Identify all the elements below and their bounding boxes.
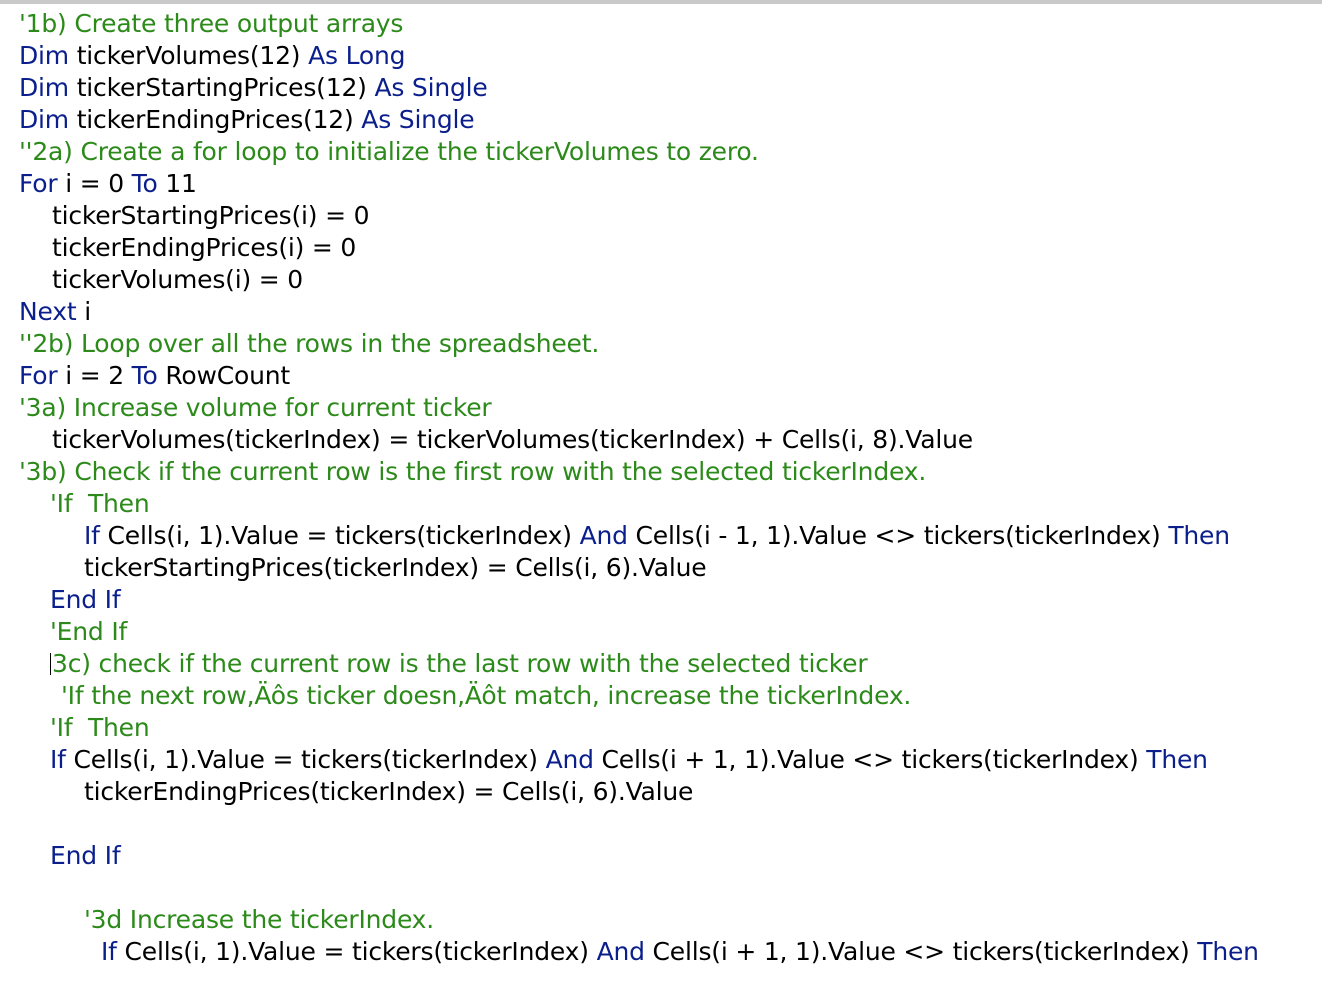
code-text: Cells(i, 1).Value = tickers(tickerIndex) xyxy=(116,937,597,966)
code-comment: '3b) Check if the current row is the first row with the selected tickerIndex. xyxy=(19,457,927,486)
editor-top-border xyxy=(0,0,1322,4)
code-line[interactable] xyxy=(19,360,290,392)
text-caret xyxy=(50,653,51,675)
code-comment: ''2b) Loop over all the rows in the spreadsheet. xyxy=(19,329,600,358)
code-line[interactable] xyxy=(19,72,488,104)
code-text: Cells(i, 1).Value = tickers(tickerIndex) xyxy=(65,745,546,774)
code-keyword: Then xyxy=(1146,745,1208,774)
code-comment: '1b) Create three output arrays xyxy=(19,9,404,38)
code-line[interactable] xyxy=(52,200,369,232)
code-text: tickerEndingPrices(12) xyxy=(68,105,362,134)
code-line[interactable] xyxy=(19,392,492,424)
code-text: Cells(i + 1, 1).Value <> tickers(tickerIndex) xyxy=(593,745,1147,774)
code-text: RowCount xyxy=(157,361,290,390)
code-text: i xyxy=(76,297,91,326)
code-text: tickerStartingPrices(tickerIndex) = Cells(i, 6).Value xyxy=(84,553,707,582)
code-line[interactable] xyxy=(84,904,434,936)
code-line[interactable] xyxy=(84,776,693,808)
code-keyword: Then xyxy=(1168,521,1230,550)
code-text: i = 2 xyxy=(57,361,132,390)
code-text: Cells(i + 1, 1).Value <> tickers(tickerIndex) xyxy=(644,937,1198,966)
code-keyword: As Single xyxy=(361,105,475,134)
code-text: tickerEndingPrices(i) = 0 xyxy=(52,233,357,262)
code-line[interactable] xyxy=(101,936,1259,968)
code-line[interactable] xyxy=(84,552,706,584)
code-keyword: If xyxy=(84,521,100,550)
code-line[interactable] xyxy=(52,232,356,264)
code-text: Cells(i, 1).Value = tickers(tickerIndex) xyxy=(99,521,580,550)
code-keyword: For xyxy=(19,361,58,390)
code-comment: 3c) check if the current row is the last row with the selected ticker xyxy=(52,649,868,678)
code-keyword: And xyxy=(579,521,628,550)
code-comment: 'If Then xyxy=(50,713,150,742)
code-line[interactable] xyxy=(50,648,867,680)
code-keyword: As Long xyxy=(308,41,406,70)
code-text: i = 0 xyxy=(57,169,132,198)
code-line[interactable] xyxy=(19,456,926,488)
code-line[interactable] xyxy=(19,8,403,40)
code-comment: ''2a) Create a for loop to initialize the tickerVolumes to zero. xyxy=(19,137,759,166)
code-keyword: And xyxy=(596,937,645,966)
code-line[interactable] xyxy=(19,40,405,72)
code-line[interactable] xyxy=(50,744,1208,776)
code-line[interactable] xyxy=(50,616,127,648)
code-text: tickerVolumes(i) = 0 xyxy=(52,265,303,294)
code-comment: '3a) Increase volume for current ticker xyxy=(19,393,492,422)
code-keyword: To xyxy=(131,361,158,390)
code-keyword: End If xyxy=(50,585,121,614)
code-keyword: As Single xyxy=(374,73,488,102)
code-line[interactable] xyxy=(50,840,120,872)
code-text: tickerStartingPrices(12) xyxy=(68,73,375,102)
code-keyword: If xyxy=(50,745,66,774)
code-line[interactable] xyxy=(19,296,91,328)
code-text: tickerVolumes(tickerIndex) = tickerVolumes(tickerIndex) + Cells(i, 8).Value xyxy=(52,425,973,454)
code-line[interactable] xyxy=(52,264,303,296)
code-keyword: Dim xyxy=(19,73,69,102)
code-line[interactable] xyxy=(50,584,120,616)
code-editor[interactable] xyxy=(0,8,1322,984)
code-keyword: Dim xyxy=(19,105,69,134)
code-keyword: If xyxy=(101,937,117,966)
code-keyword: Then xyxy=(1197,937,1259,966)
code-text: Cells(i - 1, 1).Value <> tickers(tickerIndex) xyxy=(627,521,1169,550)
code-line[interactable] xyxy=(50,488,149,520)
code-text: tickerVolumes(12) xyxy=(68,41,309,70)
code-line[interactable] xyxy=(19,104,474,136)
code-text: tickerStartingPrices(i) = 0 xyxy=(52,201,370,230)
code-comment: 'If the next row,Äôs ticker doesn,Äôt match, increase the tickerIndex. xyxy=(61,681,912,710)
code-keyword: And xyxy=(545,745,594,774)
code-keyword: End If xyxy=(50,841,121,870)
code-line[interactable] xyxy=(52,424,973,456)
code-line[interactable] xyxy=(84,520,1230,552)
code-line[interactable] xyxy=(19,328,599,360)
code-line[interactable] xyxy=(50,712,149,744)
code-line[interactable] xyxy=(61,680,911,712)
code-line[interactable] xyxy=(19,136,759,168)
code-keyword: Next xyxy=(19,297,77,326)
code-text: 11 xyxy=(157,169,197,198)
code-keyword: Dim xyxy=(19,41,69,70)
code-comment: 'End If xyxy=(50,617,128,646)
code-text: tickerEndingPrices(tickerIndex) = Cells(i, 6).Value xyxy=(84,777,694,806)
code-keyword: To xyxy=(131,169,158,198)
code-line[interactable] xyxy=(19,168,197,200)
code-comment: 'If Then xyxy=(50,489,150,518)
code-keyword: For xyxy=(19,169,58,198)
code-comment: '3d Increase the tickerIndex. xyxy=(84,905,435,934)
